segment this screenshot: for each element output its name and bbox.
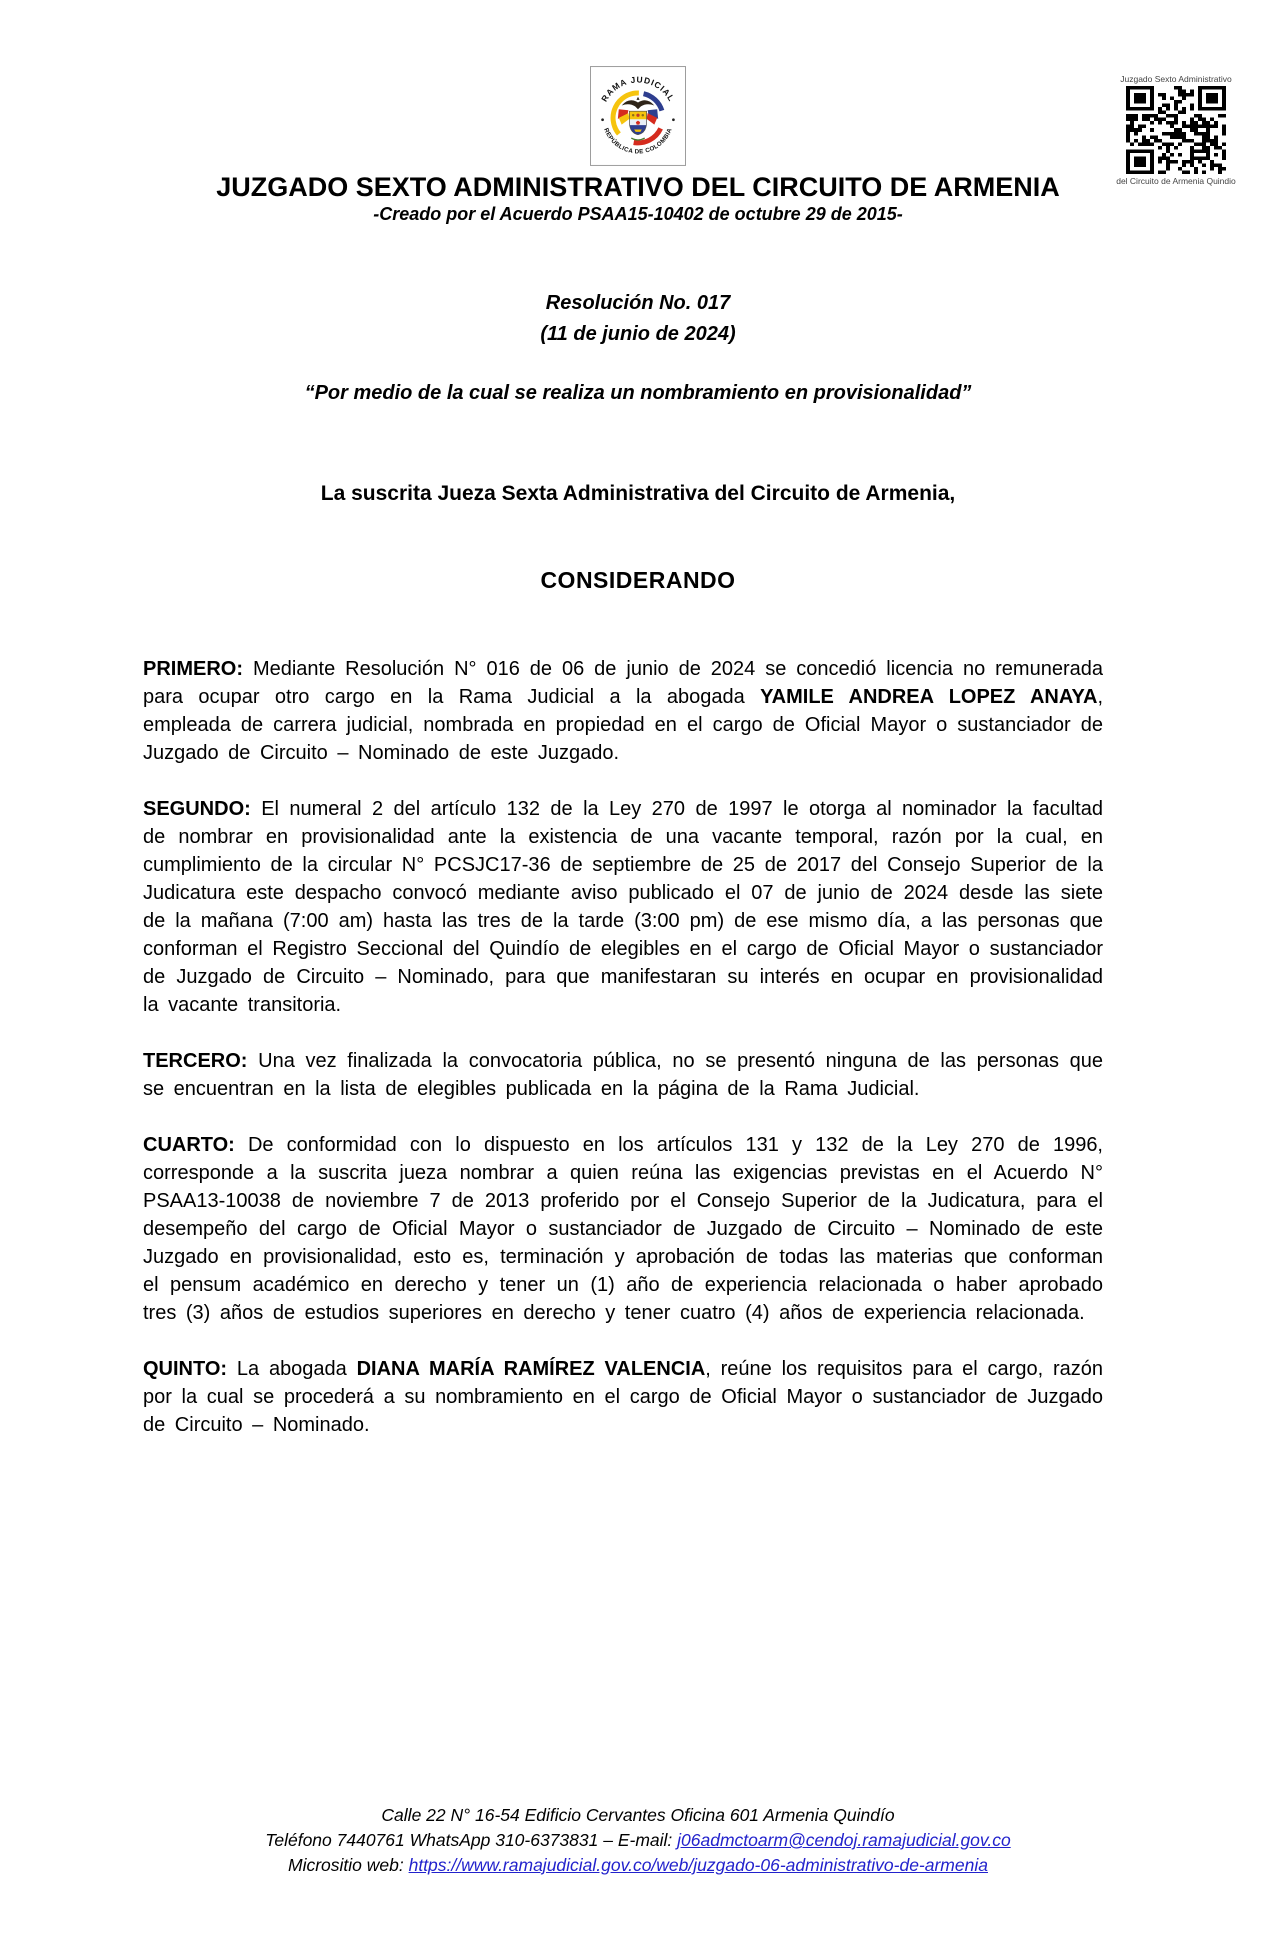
paragraph-tercero: TERCERO: Una vez finalizada la convocatoria pública, no se presentó ninguna de las personas que se encuentran en la lista de elegibles publicada en la página de la Rama Judicial. xyxy=(143,1050,1103,1100)
footer-contact: Teléfono 7440761 WhatsApp 310-6373831 – E-mail: j06admctoarm@cendoj.ramajudicial.gov.co xyxy=(265,1830,1011,1850)
footer-address: Calle 22 N° 16-54 Edificio Cervantes Oficina 601 Armenia Quindío xyxy=(381,1805,895,1825)
resolution-date: (11 de junio de 2024) xyxy=(540,323,736,345)
qr-top-label: Juzgado Sexto Administrativo xyxy=(1120,74,1232,84)
considerando-heading: CONSIDERANDO xyxy=(540,567,736,593)
court-subtitle: -Creado por el Acuerdo PSAA15-10402 de octubre 29 de 2015- xyxy=(373,204,903,224)
intro-line: La suscrita Jueza Sexta Administrativa del Circuito de Armenia, xyxy=(320,482,956,505)
resolution-subject: “Por medio de la cual se realiza un nombramiento en provisionalidad” xyxy=(304,382,972,404)
seal-wrap xyxy=(590,66,686,171)
qr-bottom-label: del Circuito de Armenia Quindio xyxy=(1116,176,1236,186)
seal-top-text: RAMA JUDICIAL xyxy=(599,74,677,104)
footer xyxy=(0,1803,1276,1878)
resolution-heading xyxy=(0,288,1276,350)
paragraph-segundo: SEGUNDO: El numeral 2 del artículo 132 de la Ley 270 de 1997 le otorga al nominador la facultad de nombrar en provisionalidad ante la existencia de una vacante temporal, razón por la cual, en cumplimiento de la circular N° PCSJC17-36 de septiembre de 25 de 2017 del Consejo Superior de la Judicatura este despacho convocó mediante aviso publicado el 07 de junio de 2024 desde las siete de la mañana (7:00 am) hasta las tres de la tarde (3:00 pm) de ese mismo día, a las personas que conforman el Registro Seccional del Quindío de elegibles en el cargo de Oficial Mayor o sustanciador de Juzgado de Circuito – Nominado, para que manifestaran su interés en ocupar en provisionalidad la vacante transitoria. xyxy=(143,798,1103,1016)
seal-bottom-text: REPÚBLICA DE COLOMBIA xyxy=(602,127,674,156)
seal-left-dot xyxy=(601,118,604,121)
resolution-number: Resolución No. 017 xyxy=(545,292,731,314)
email-link[interactable]: j06admctoarm@cendoj.ramajudicial.gov.co xyxy=(677,1830,1011,1850)
footer-website: Micrositio web: https://www.ramajudicial.gov.co/web/juzgado-06-administrativo-de-armenia xyxy=(288,1855,988,1875)
court-title: JUZGADO SEXTO ADMINISTRATIVO DEL CIRCUITO DE ARMENIA xyxy=(216,172,1060,202)
rama-judicial-seal xyxy=(590,66,686,166)
qr-code xyxy=(1126,86,1226,174)
qr-block xyxy=(1108,74,1244,186)
paragraph-cuarto: CUARTO: De conformidad con lo dispuesto en los artículos 131 y 132 de la Ley 270 de 1996, corresponde a la suscrita jueza nombrar a quien reúna las exigencias previstas en el Acuerdo N° PSAA13-10038 de noviembre 7 de 2013 proferido por el Consejo Superior de la Judicatura, para el desempeño del cargo de Oficial Mayor o sustanciador de Juzgado de Circuito – Nominado de este Juzgado en provisionalidad, esto es, terminación y aprobación de todas las materias que conforman el pensum académico en derecho y tener un (1) año de experiencia relacionada o haber aprobado tres (3) años de estudios superiores en derecho y tener cuatro (4) años de experiencia relacionada. xyxy=(143,1134,1103,1324)
document-body xyxy=(143,655,1103,1439)
paragraph-quinto: QUINTO: La abogada DIANA MARÍA RAMÍREZ VALENCIA, reúne los requisitos para el cargo, razón por la cual se procederá a su nombramiento en el cargo de Oficial Mayor o sustanciador de Juzgado de Circuito – Nominado. xyxy=(143,1358,1103,1436)
website-link[interactable]: https://www.ramajudicial.gov.co/web/juzgado-06-administrativo-de-armenia xyxy=(408,1855,988,1875)
paragraph-primero: PRIMERO: Mediante Resolución N° 016 de 06 de junio de 2024 se concedió licencia no remunerada para ocupar otro cargo en la Rama Judicial a la abogada YAMILE ANDREA LOPEZ ANAYA, empleada de carrera judicial, nombrada en propiedad en el cargo de Oficial Mayor o sustanciador de Juzgado de Circuito – Nominado de este Juzgado. xyxy=(143,658,1103,764)
seal-right-dot xyxy=(672,118,675,121)
